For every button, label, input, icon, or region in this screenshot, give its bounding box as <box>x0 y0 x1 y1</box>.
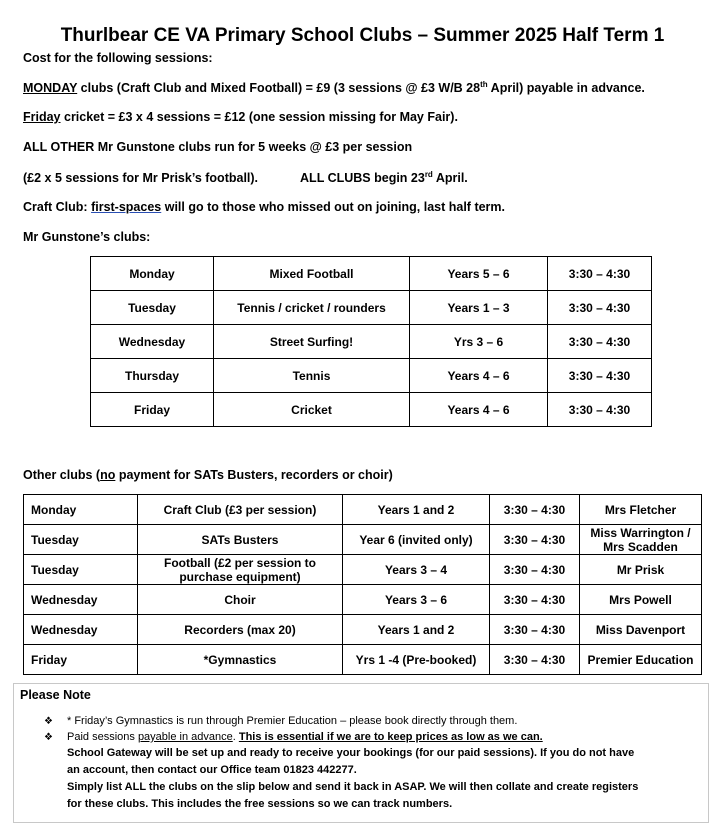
day-cell: Monday <box>91 257 214 291</box>
table-row <box>24 495 702 525</box>
club-cell: Tennis / cricket / rounders <box>214 291 410 325</box>
craft-club-line <box>23 200 505 214</box>
club-cell: Recorders (max 20) <box>138 615 343 645</box>
please-note-box <box>13 683 709 823</box>
time-cell: 3:30 – 4:30 <box>548 393 652 427</box>
first-spaces-text: first-spaces <box>91 200 162 214</box>
years-cell: Years 1 and 2 <box>343 615 490 645</box>
day-cell: Friday <box>24 645 138 675</box>
leader-cell: Miss Davenport <box>580 615 702 645</box>
other-clubs-heading <box>23 468 393 482</box>
slip-note-line-2: for these clubs. This includes the free sessions so we can track numbers. <box>67 798 453 810</box>
page-title: Thurlbear CE VA Primary School Clubs – Summer 2025 Half Term 1 <box>60 25 665 46</box>
craft-club-text: will go to those who missed out on joining, last half term. <box>161 200 506 214</box>
day-cell: Monday <box>24 495 138 525</box>
day-cell: Wednesday <box>24 585 138 615</box>
table-row <box>24 585 702 615</box>
club-cell: Cricket <box>214 393 410 427</box>
time-cell: 3:30 – 4:30 <box>490 585 580 615</box>
slip-note-line-1: Simply list ALL the clubs on the slip below and send it back in ASAP. We will then collate and create registers <box>67 781 639 793</box>
years-cell: Yrs 3 – 6 <box>410 325 548 359</box>
years-cell: Years 4 – 6 <box>410 393 548 427</box>
payable-in-advance-text: payable in advance <box>137 731 233 743</box>
other-clubs-heading-tail: payment for SATs Busters, recorders or choir) <box>115 468 393 482</box>
time-cell: 3:30 – 4:30 <box>490 495 580 525</box>
no-payment-emphasis: no <box>100 468 116 482</box>
table-row <box>24 645 702 675</box>
payment-note-lead: Paid sessions <box>67 731 138 743</box>
club-cell: SATs Busters <box>138 525 343 555</box>
table-row <box>91 257 652 291</box>
monday-cost-text: clubs (Craft Club and Mixed Football) = £9 (3 sessions @ £3 W/B 28 <box>77 81 481 96</box>
craft-club-label: Craft Club: <box>23 200 92 214</box>
years-cell: Years 4 – 6 <box>410 359 548 393</box>
prisk-football-text: (£2 x 5 sessions for Mr Prisk’s football). <box>23 171 259 186</box>
leader-cell: Mrs Powell <box>580 585 702 615</box>
day-cell: Thursday <box>91 359 214 393</box>
cost-heading: Cost for the following sessions: <box>23 51 213 65</box>
monday-date-suffix: th <box>480 80 488 89</box>
clubs-begin-suffix: rd <box>424 170 433 179</box>
clubs-begin-text: ALL CLUBS begin 23 <box>300 171 425 186</box>
table-row <box>24 555 702 585</box>
clubs-begin-tail: April. <box>432 171 468 186</box>
prisk-cost-line <box>23 170 468 185</box>
gymnastics-note: * Friday’s Gymnastics is run through Premier Education – please book directly through them. <box>67 715 518 727</box>
time-cell: 3:30 – 4:30 <box>490 555 580 585</box>
please-note-title: Please Note <box>20 688 91 702</box>
other-cost-line: ALL OTHER Mr Gunstone clubs run for 5 weeks @ £3 per session <box>23 140 413 154</box>
club-cell: *Gymnastics <box>138 645 343 675</box>
time-cell: 3:30 – 4:30 <box>548 257 652 291</box>
gunstone-clubs-table <box>90 256 652 427</box>
table-row <box>24 525 702 555</box>
years-cell: Yrs 1 -4 (Pre-booked) <box>343 645 490 675</box>
diamond-bullet-icon: ❖ <box>44 716 53 727</box>
table-row <box>91 291 652 325</box>
time-cell: 3:30 – 4:30 <box>490 615 580 645</box>
day-cell: Wednesday <box>91 325 214 359</box>
time-cell: 3:30 – 4:30 <box>490 525 580 555</box>
club-cell: Choir <box>138 585 343 615</box>
day-cell: Wednesday <box>24 615 138 645</box>
payment-note-separator: . <box>232 731 239 743</box>
leader-cell: Mrs Fletcher <box>580 495 702 525</box>
day-cell: Tuesday <box>91 291 214 325</box>
table-row <box>24 615 702 645</box>
day-cell: Tuesday <box>24 525 138 555</box>
day-cell: Tuesday <box>24 555 138 585</box>
friday-cost-line <box>23 110 458 124</box>
leader-cell: Miss Warrington / Mrs Scadden <box>580 525 702 555</box>
gunstone-heading: Mr Gunstone’s clubs: <box>23 230 151 244</box>
time-cell: 3:30 – 4:30 <box>548 359 652 393</box>
leader-cell: Mr Prisk <box>580 555 702 585</box>
gateway-note-line-1: School Gateway will be set up and ready to receive your bookings (for our paid sessions). If you do not have <box>67 747 635 759</box>
time-cell: 3:30 – 4:30 <box>548 291 652 325</box>
years-cell: Years 1 – 3 <box>410 291 548 325</box>
years-cell: Years 3 – 6 <box>343 585 490 615</box>
other-clubs-heading-lead: Other clubs ( <box>23 468 101 482</box>
club-cell: Tennis <box>214 359 410 393</box>
time-cell: 3:30 – 4:30 <box>490 645 580 675</box>
years-cell: Years 3 – 4 <box>343 555 490 585</box>
years-cell: Year 6 (invited only) <box>343 525 490 555</box>
day-cell: Friday <box>91 393 214 427</box>
table-row <box>91 359 652 393</box>
club-cell: Football (£2 per session to purchase equipment) <box>138 555 343 585</box>
leader-cell: Premier Education <box>580 645 702 675</box>
diamond-bullet-icon: ❖ <box>44 732 53 743</box>
table-row <box>91 325 652 359</box>
monday-cost-line <box>23 80 645 95</box>
other-clubs-table <box>23 494 702 675</box>
monday-label: MONDAY <box>23 81 78 96</box>
monday-cost-tail: April) payable in advance. <box>487 81 645 96</box>
club-cell: Mixed Football <box>214 257 410 291</box>
friday-label: Friday <box>23 110 61 124</box>
essential-text: This is essential if we are to keep prices as low as we can. <box>238 731 543 743</box>
club-cell: Craft Club (£3 per session) <box>138 495 343 525</box>
years-cell: Years 5 – 6 <box>410 257 548 291</box>
table-row <box>91 393 652 427</box>
club-cell: Street Surfing! <box>214 325 410 359</box>
payment-note <box>67 731 543 743</box>
gateway-note-line-2: an account, then contact our Office team 01823 442277. <box>67 764 357 776</box>
time-cell: 3:30 – 4:30 <box>548 325 652 359</box>
friday-cost-text: cricket = £3 x 4 sessions = £12 (one session missing for May Fair). <box>60 110 458 124</box>
years-cell: Years 1 and 2 <box>343 495 490 525</box>
